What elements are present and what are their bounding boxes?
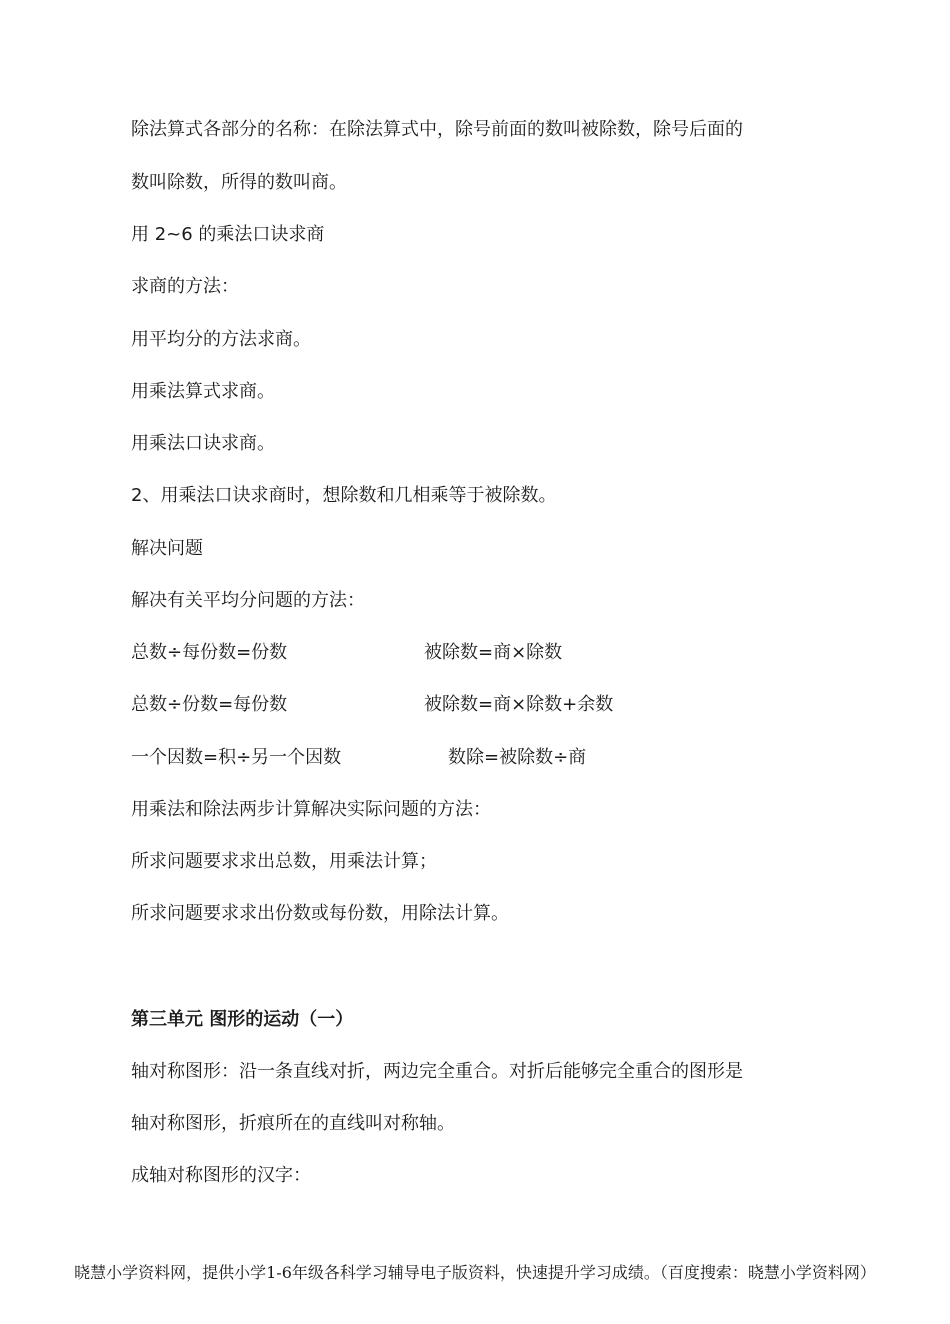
method-item-3: 用乘法口诀求商。 bbox=[131, 433, 275, 454]
two-step-item-2: 所求问题要求求出份数或每份数，用除法计算。 bbox=[131, 903, 509, 924]
division-names-line-1: 除法算式各部分的名称：在除法算式中，除号前面的数叫被除数，除号后面的 bbox=[131, 119, 743, 140]
two-step-title: 用乘法和除法两步计算解决实际问题的方法： bbox=[131, 799, 491, 820]
page-footer: 晓慧小学资料网，提供小学1-6年级各科学习辅导电子版资料，快速提升学习成绩。（百度搜索：晓慧小学资料网） bbox=[74, 1263, 876, 1282]
two-step-item-1: 所求问题要求求出总数，用乘法计算； bbox=[131, 851, 437, 872]
axis-definition-line-1: 轴对称图形：沿一条直线对折，两边完全重合。对折后能够完全重合的图形是 bbox=[131, 1061, 743, 1082]
method-title: 求商的方法： bbox=[131, 276, 239, 297]
division-names-line-2: 数叫除数，所得的数叫商。 bbox=[131, 172, 347, 193]
tip-item-2: 2、用乘法口诀求商时，想除数和几相乘等于被除数。 bbox=[131, 485, 557, 506]
formula-left-1: 总数÷每份数=份数 bbox=[131, 642, 288, 663]
formula-left-3: 一个因数=积÷另一个因数 bbox=[131, 747, 342, 768]
method-item-1: 用平均分的方法求商。 bbox=[131, 329, 311, 350]
axis-chars-title: 成轴对称图形的汉字： bbox=[131, 1165, 311, 1186]
axis-definition-line-2: 轴对称图形，折痕所在的直线叫对称轴。 bbox=[131, 1113, 455, 1134]
heading-2-6-multiplication: 用 2~6 的乘法口诀求商 bbox=[131, 224, 325, 245]
unit-3-title: 第三单元 图形的运动（一） bbox=[131, 1009, 354, 1030]
formula-right-1: 被除数=商×除数 bbox=[424, 642, 563, 663]
formula-left-2: 总数÷份数=每份数 bbox=[131, 694, 288, 715]
solve-problems-heading: 解决问题 bbox=[131, 538, 203, 559]
formula-right-3: 数除=被除数÷商 bbox=[448, 747, 587, 768]
method-item-2: 用乘法算式求商。 bbox=[131, 381, 275, 402]
formula-right-2: 被除数=商×除数+余数 bbox=[424, 694, 614, 715]
solve-method-title: 解决有关平均分问题的方法： bbox=[131, 590, 365, 611]
